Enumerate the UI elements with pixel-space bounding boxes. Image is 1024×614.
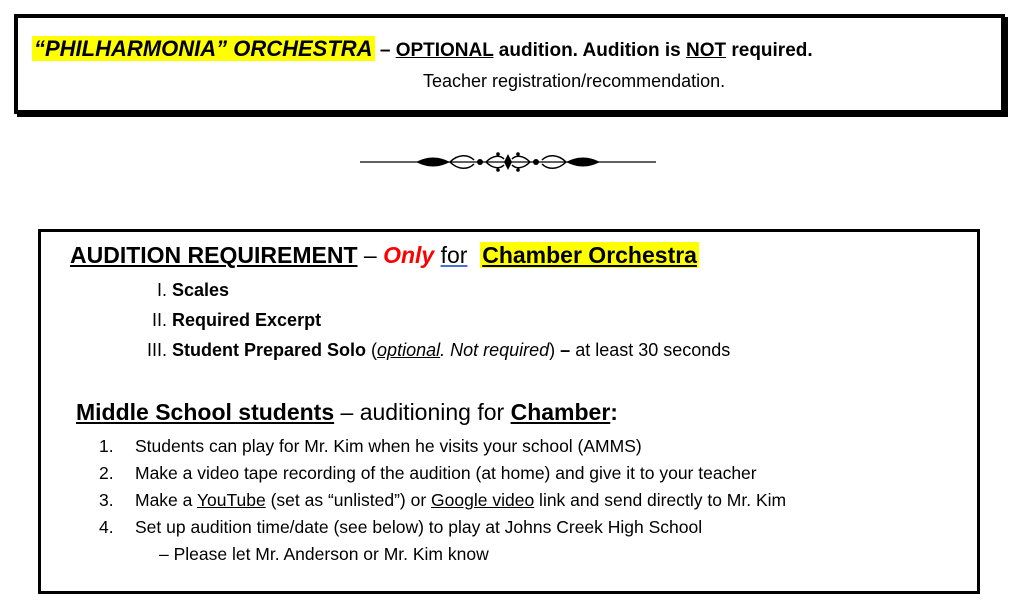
list-item	[99, 487, 786, 514]
item-text-pre: Make a	[135, 490, 197, 510]
item-number: II.	[151, 310, 167, 330]
list-item	[99, 460, 786, 487]
middle-school-heading	[76, 399, 618, 426]
paren-open: (	[366, 340, 378, 360]
not-required-text: . Not required	[440, 340, 550, 360]
ornament-divider	[358, 148, 658, 176]
orchestra-name: “PHILHARMONIA” ORCHESTRA	[34, 36, 373, 61]
philharmonia-heading	[32, 36, 813, 62]
requirement-item	[131, 340, 730, 361]
item-label: Required Excerpt	[172, 310, 322, 330]
dash: –	[374, 40, 396, 61]
item-number: 3.	[99, 490, 114, 510]
chamber-orchestra-text: Chamber Orchestra	[482, 242, 697, 268]
item-text: Make a video tape recording of the audition (at home) and give it to your teacher	[135, 463, 757, 483]
required-text: required.	[726, 40, 813, 61]
optional-text: optional	[377, 340, 441, 360]
only-text: Only	[383, 242, 435, 268]
not-text: NOT	[685, 40, 727, 61]
audition-requirement-box	[38, 229, 980, 594]
item-number: III.	[146, 340, 167, 360]
auditioning-text: – auditioning for	[334, 399, 511, 425]
item-text: Set up audition time/date (see below) to play at Johns Creek High School	[135, 517, 703, 537]
dash: –	[560, 340, 571, 360]
middle-school-title: Middle School students	[76, 399, 335, 425]
duration-text: at least 30 seconds	[570, 340, 731, 360]
middle-school-options-list	[99, 433, 786, 568]
item-text-mid: (set as “unlisted”) or	[265, 490, 432, 510]
philharmonia-notice-box	[14, 14, 1005, 114]
item-number: 4.	[99, 517, 114, 537]
optional-text: OPTIONAL	[395, 40, 494, 61]
requirement-item	[131, 280, 229, 301]
paren-close: )	[549, 340, 561, 360]
google-video-link[interactable]: Google video	[431, 490, 535, 510]
item-text: Students can play for Mr. Kim when he visits your school (AMMS)	[135, 436, 642, 456]
teacher-registration-line: Teacher registration/recommendation.	[423, 71, 726, 91]
youtube-link[interactable]: YouTube	[196, 490, 266, 510]
item-label: Student Prepared Solo	[172, 340, 367, 360]
for-text: for	[440, 242, 468, 268]
item-number: I.	[156, 280, 167, 300]
requirement-title: AUDITION REQUIREMENT	[70, 242, 358, 268]
list-item	[99, 433, 786, 460]
item-label: Scales	[172, 280, 230, 300]
chamber-text: Chamber	[510, 399, 611, 425]
dash: –	[357, 242, 384, 268]
colon: :	[610, 399, 618, 425]
item-number: 1.	[99, 436, 114, 456]
sub-note: – Please let Mr. Anderson or Mr. Kim know	[159, 544, 489, 564]
item-text-post: link and send directly to Mr. Kim	[534, 490, 787, 510]
list-item	[99, 514, 786, 541]
requirement-item	[131, 310, 321, 331]
audition-text: audition. Audition is	[493, 40, 686, 61]
item-number: 2.	[99, 463, 114, 483]
requirement-heading	[70, 242, 699, 269]
